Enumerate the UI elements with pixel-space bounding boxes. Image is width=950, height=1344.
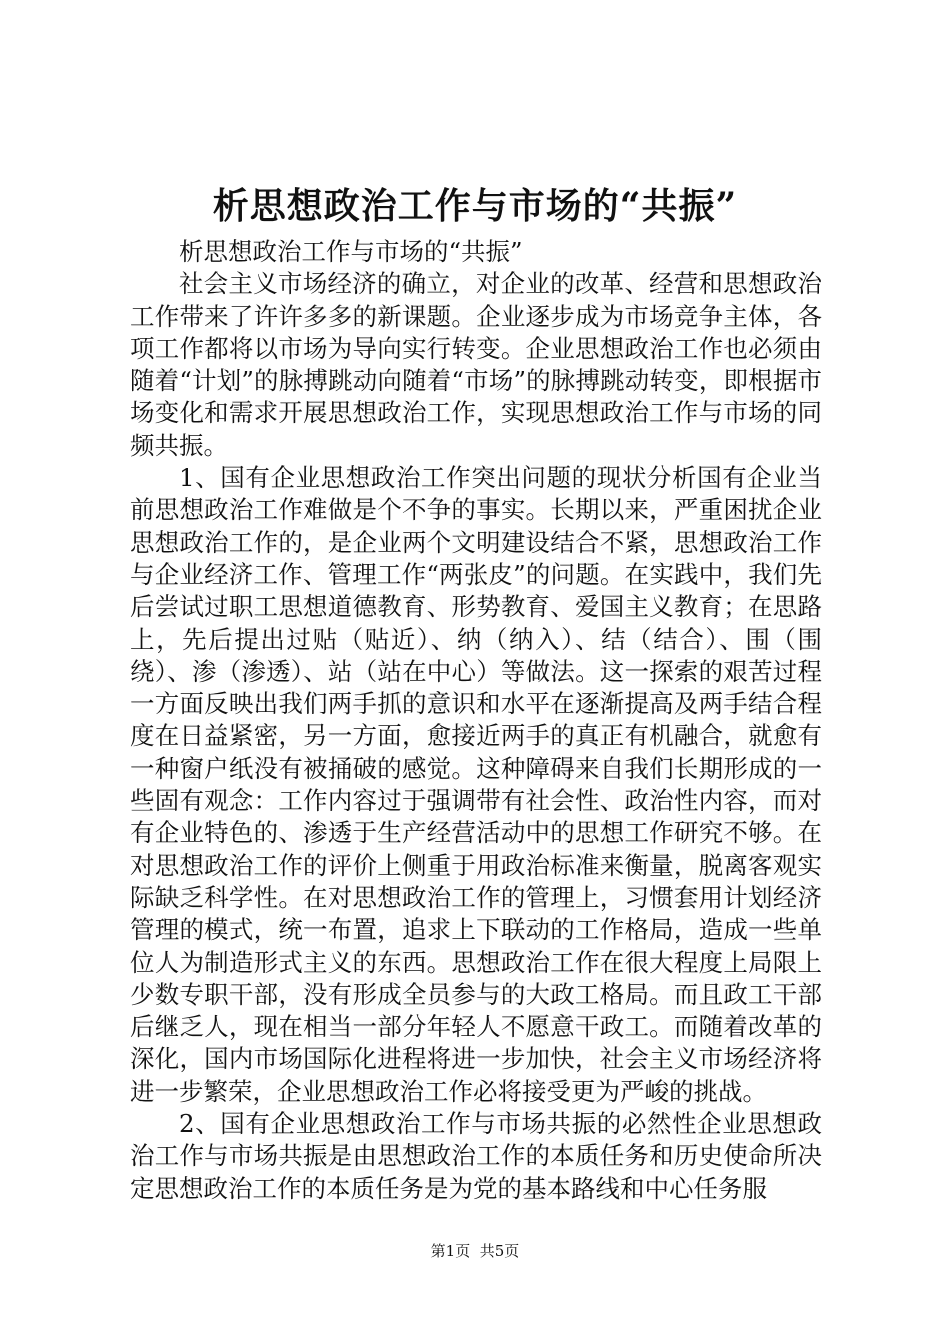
footer-separator [470, 1242, 480, 1260]
paragraph-section-1: 1、国有企业思想政治工作突出问题的现状分析国有企业当前思想政治工作难做是个不争的事实。长期以来，严重困扰企业思想政治工作的，是企业两个文明建设结合不紧，思想政治工作与企业经济工作、管理工作“两张皮”的问题。在实践中，我们先后尝试过职工思想道德教育、形势教育、爱国主义教育；在思路上，先后提出过贴（贴近）、纳（纳入）、结（结合）、围（围绕）、渗（渗透）、站（站在中心）等做法。这一探索的艰苦过程一方面反映出我们两手抓的意识和水平在逐渐提高及两手结合程度在日益紧密，另一方面，愈接近两手的真正有机融合，就愈有一种窗户纸没有被捅破的感觉。这种障碍来自我们长期形成的一些固有观念：工作内容过于强调带有社会性、政治性内容，而对有企业特色的、渗透于生产经营活动中的思想工作研究不够。在对思想政治工作的评价上侧重于用政治标准来衡量，脱离客观实际缺乏科学性。在对思想政治工作的管理上，习惯套用计划经济管理的模式，统一布置，追求上下联动的工作格局，造成一些单位人为制造形式主义的东西。思想政治工作在很大程度上局限上少数专职干部，没有形成全员参与的大政工格局。而且政工干部后继乏人，现在相当一部分年轻人不愿意干政工。而随着改革的深化，国内市场国际化进程将进一步加快，社会主义市场经济将进一步繁荣，企业思想政治工作必将接受更为严峻的挑战。 [130, 463, 822, 1106]
paragraph-intro: 社会主义市场经济的确立，对企业的改革、经营和思想政治工作带来了许许多多的新课题。企业逐步成为市场竞争主体，各项工作都将以市场为导向实行转变。企业思想政治工作也必须由随着“计划”的脉搏跳动向随着“市场”的脉搏跳动转变，即根据市场变化和需求开展思想政治工作，实现思想政治工作与市场的同频共振。 [130, 269, 822, 460]
paragraph-subtitle: 析思想政治工作与市场的“共振” [179, 237, 523, 266]
page-footer [0, 1241, 950, 1261]
document-body [130, 236, 822, 1205]
paragraph-section-2: 2、国有企业思想政治工作与市场共振的必然性企业思想政治工作与市场共振是由思想政治工作的本质任务和历史使命所决定思想政治工作的本质任务是为党的基本路线和中心任务服 [130, 1109, 822, 1203]
page-total: 共5页 [479, 1242, 520, 1260]
page-number: 第1页 [430, 1242, 471, 1260]
document-title: 析思想政治工作与市场的“共振” [212, 185, 738, 228]
